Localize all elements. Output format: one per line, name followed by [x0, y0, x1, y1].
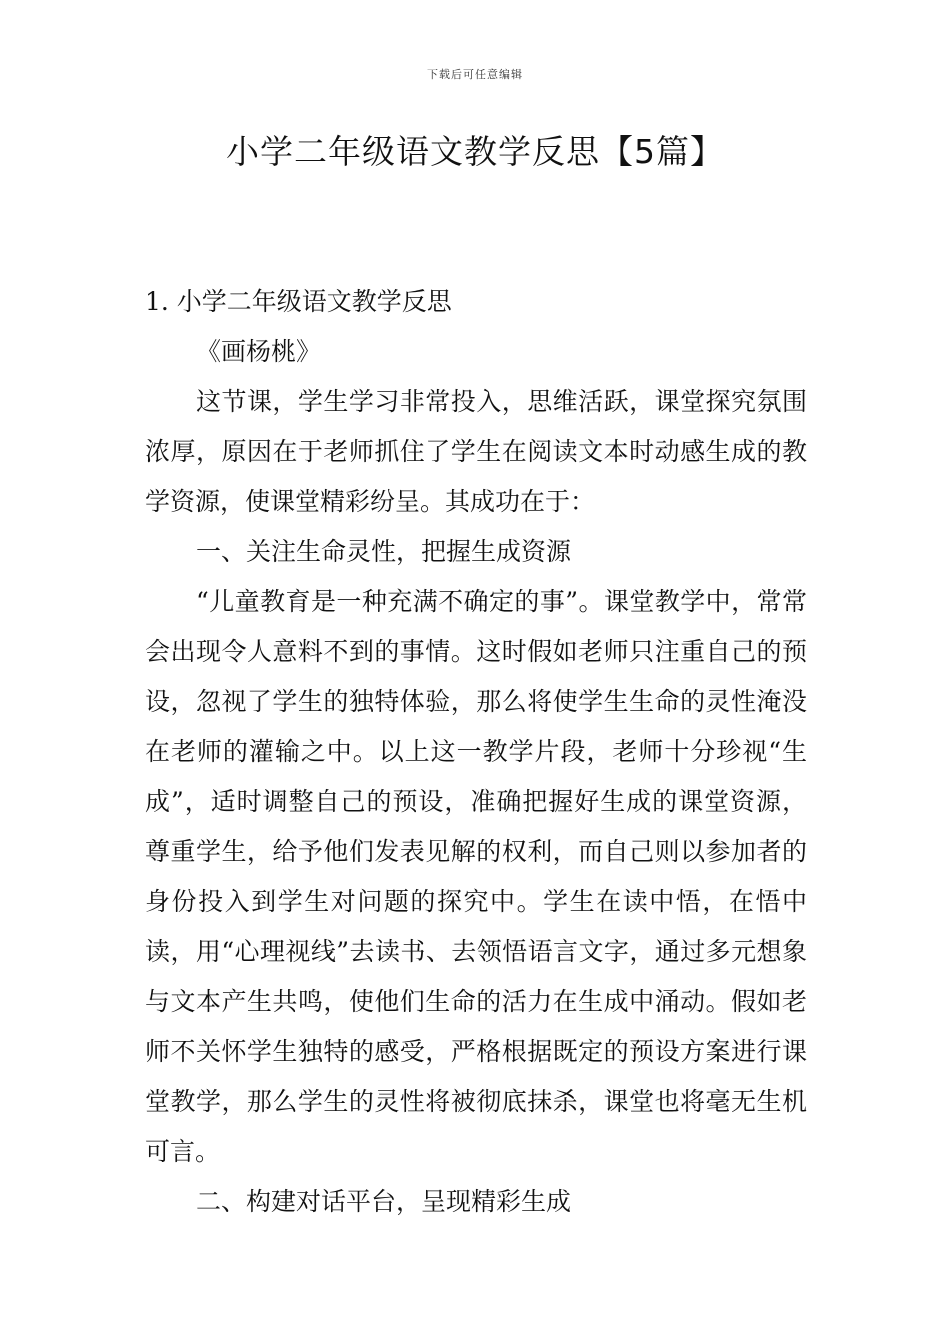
- body-paragraph: “儿童教育是一种充满不确定的事”。课堂教学中，常常会出现令人意料不到的事情。这时假如老师只注重自己的预设，忽视了学生的独特体验，那么将使学生生命的灵性淹没在老师的灌输之中。以上这一教学片段，老师十分珍视“生成”，适时调整自己的预设，准确把握好生成的课堂资源，尊重学生，给予他们发表见解的权利，而自己则以参加者的身份投入到学生对问题的探究中。学生在读中悟，在悟中读，用“心理视线”去读书、去领悟语言文字，通过多元想象与文本产生共鸣，使他们生命的活力在生成中涌动。假如老师不关怀学生独特的感受，严格根据既定的预设方案进行课堂教学，那么学生的灵性将被彻底抹杀，课堂也将毫无生机可言。: [145, 587, 807, 1166]
- document-body: [145, 277, 807, 1227]
- document-title: 小学二年级语文教学反思【5篇】: [226, 132, 724, 171]
- subheading-one: 一、关注生命灵性，把握生成资源: [196, 537, 572, 566]
- subheading-two: 二、构建对话平台，呈现精彩生成: [196, 1187, 572, 1216]
- section-heading: 1. 小学二年级语文教学反思: [145, 287, 452, 316]
- header-note: 下载后可任意编辑: [427, 68, 523, 81]
- intro-paragraph: 这节课，学生学习非常投入，思维活跃，课堂探究氛围浓厚，原因在于老师抓住了学生在阅读文本时动感生成的教学资源，使课堂精彩纷呈。其成功在于：: [145, 387, 807, 516]
- lesson-title: 《画杨桃》: [196, 337, 322, 366]
